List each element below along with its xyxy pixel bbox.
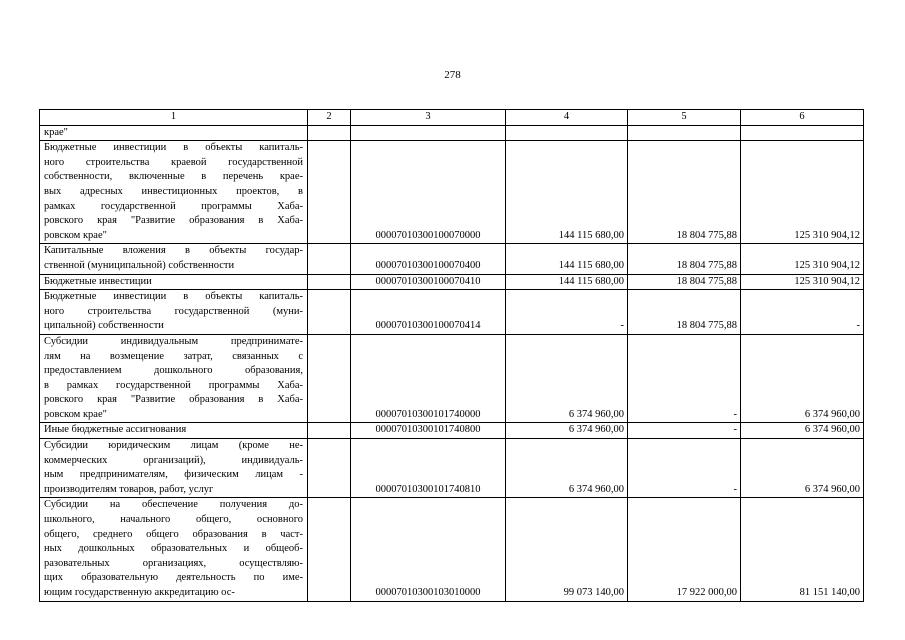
description-line: ровском крае" (44, 408, 107, 420)
table-row (40, 498, 864, 601)
description-line: щих образовательную деятельность по име- (44, 572, 303, 584)
budget-code-cell: 00007010300103010000 (351, 498, 506, 601)
description-line: Капитальные вложения в объекты государ- (44, 245, 303, 257)
row-description (40, 125, 308, 141)
description-line: производителям товаров, работ, услуг (44, 483, 214, 495)
column-5-value: 18 804 775,88 (628, 141, 741, 244)
row-description (40, 498, 308, 601)
column-2-cell (308, 244, 351, 274)
row-description (40, 274, 308, 290)
row-description (40, 334, 308, 423)
column-6-value: 125 310 904,12 (741, 141, 864, 244)
column-4-value: - (506, 290, 628, 335)
budget-code-cell: 00007010300101740800 (351, 423, 506, 439)
description-line: ровском крае" (44, 229, 107, 241)
column-6-value: 125 310 904,12 (741, 274, 864, 290)
column-header: 6 (741, 110, 864, 126)
table-row (40, 125, 864, 141)
column-4-value: 6 374 960,00 (506, 423, 628, 439)
budget-code-cell: 00007010300100070410 (351, 274, 506, 290)
column-2-cell (308, 290, 351, 335)
column-5-value: - (628, 423, 741, 439)
column-6-value: - (741, 290, 864, 335)
column-5-value: - (628, 334, 741, 423)
description-line: ного строительства краевой государственной (44, 156, 303, 168)
column-2-cell (308, 498, 351, 601)
row-description (40, 423, 308, 439)
column-2-cell (308, 439, 351, 498)
description-line: лям на возмещение затрат, связанных с (44, 350, 303, 362)
column-5-value: 17 922 000,00 (628, 498, 741, 601)
description-line: ровского края "Развитие образования в Хаба- (44, 215, 303, 227)
description-line: вых адресных инвестиционных проектов, в (44, 185, 303, 197)
column-header: 3 (351, 110, 506, 126)
description-line: ципальной) собственности (44, 320, 164, 332)
row-description (40, 290, 308, 335)
description-line: ным предпринимателям, физическим лицам - (44, 469, 303, 481)
column-5-value (628, 125, 741, 141)
description-line: в рамках государственной программы Хаба- (44, 379, 303, 391)
column-6-value (741, 125, 864, 141)
description-line: ного строительства государственной (муни- (44, 305, 303, 317)
budget-table (39, 109, 864, 602)
column-2-cell (308, 423, 351, 439)
budget-code-cell (351, 125, 506, 141)
table-header-row (40, 110, 864, 126)
description-line: Бюджетные инвестиции в объекты капиталь- (44, 291, 303, 303)
table-row (40, 439, 864, 498)
description-line: Субсидии индивидуальным предпринимате- (44, 335, 303, 347)
description-line: Субсидии на обеспечение получения до- (44, 499, 303, 511)
description-line: ющим государственную аккредитацию ос- (44, 587, 235, 598)
table-row (40, 290, 864, 335)
column-4-value: 99 073 140,00 (506, 498, 628, 601)
table-row (40, 423, 864, 439)
budget-code-cell: 00007010300100070000 (351, 141, 506, 244)
column-header: 1 (40, 110, 308, 126)
column-4-value: 6 374 960,00 (506, 334, 628, 423)
description-line: собственности, включенные в перечень крае- (44, 171, 303, 183)
table-row (40, 244, 864, 274)
column-4-value (506, 125, 628, 141)
description-line: коммерческих организаций), индивидуаль- (44, 454, 303, 466)
budget-code-cell: 00007010300101740000 (351, 334, 506, 423)
column-5-value: - (628, 439, 741, 498)
column-6-value: 6 374 960,00 (741, 334, 864, 423)
budget-code-cell: 00007010300101740810 (351, 439, 506, 498)
column-4-value: 144 115 680,00 (506, 244, 628, 274)
column-header: 5 (628, 110, 741, 126)
column-2-cell (308, 334, 351, 423)
row-description (40, 439, 308, 498)
table-row (40, 334, 864, 423)
column-5-value: 18 804 775,88 (628, 274, 741, 290)
column-header: 2 (308, 110, 351, 126)
description-line: школьного, начального общего, основного (44, 514, 303, 526)
description-line: ровского края "Развитие образования в Хаба- (44, 394, 303, 406)
column-2-cell (308, 125, 351, 141)
column-4-value: 144 115 680,00 (506, 141, 628, 244)
table-row (40, 141, 864, 244)
column-5-value: 18 804 775,88 (628, 244, 741, 274)
description-line: разовательных организациях, осуществляю- (44, 557, 303, 569)
description-line: предоставлением дошкольного образования, (44, 365, 303, 377)
column-6-value: 6 374 960,00 (741, 423, 864, 439)
column-6-value: 81 151 140,00 (741, 498, 864, 601)
column-4-value: 6 374 960,00 (506, 439, 628, 498)
budget-code-cell: 00007010300100070414 (351, 290, 506, 335)
column-5-value: 18 804 775,88 (628, 290, 741, 335)
column-4-value: 144 115 680,00 (506, 274, 628, 290)
description-line: общего, среднего общего образования в част- (44, 528, 303, 540)
budget-code-cell: 00007010300100070400 (351, 244, 506, 274)
column-header: 4 (506, 110, 628, 126)
column-6-value: 6 374 960,00 (741, 439, 864, 498)
page-number: 278 (444, 69, 461, 81)
table-row (40, 274, 864, 290)
description-line: крае" (44, 126, 68, 138)
column-2-cell (308, 274, 351, 290)
column-2-cell (308, 141, 351, 244)
description-line: Субсидии юридическим лицам (кроме не- (44, 440, 303, 452)
description-line: Бюджетные инвестиции (44, 275, 152, 287)
description-line: рамках государственной программы Хаба- (44, 200, 303, 212)
description-line: ственной (муниципальной) собственности (44, 259, 235, 271)
row-description (40, 244, 308, 274)
row-description (40, 141, 308, 244)
description-line: Иные бюджетные ассигнования (44, 424, 187, 436)
column-6-value: 125 310 904,12 (741, 244, 864, 274)
description-line: ных дошкольных образовательных и общеоб- (44, 543, 303, 555)
description-line: Бюджетные инвестиции в объекты капиталь- (44, 142, 303, 154)
